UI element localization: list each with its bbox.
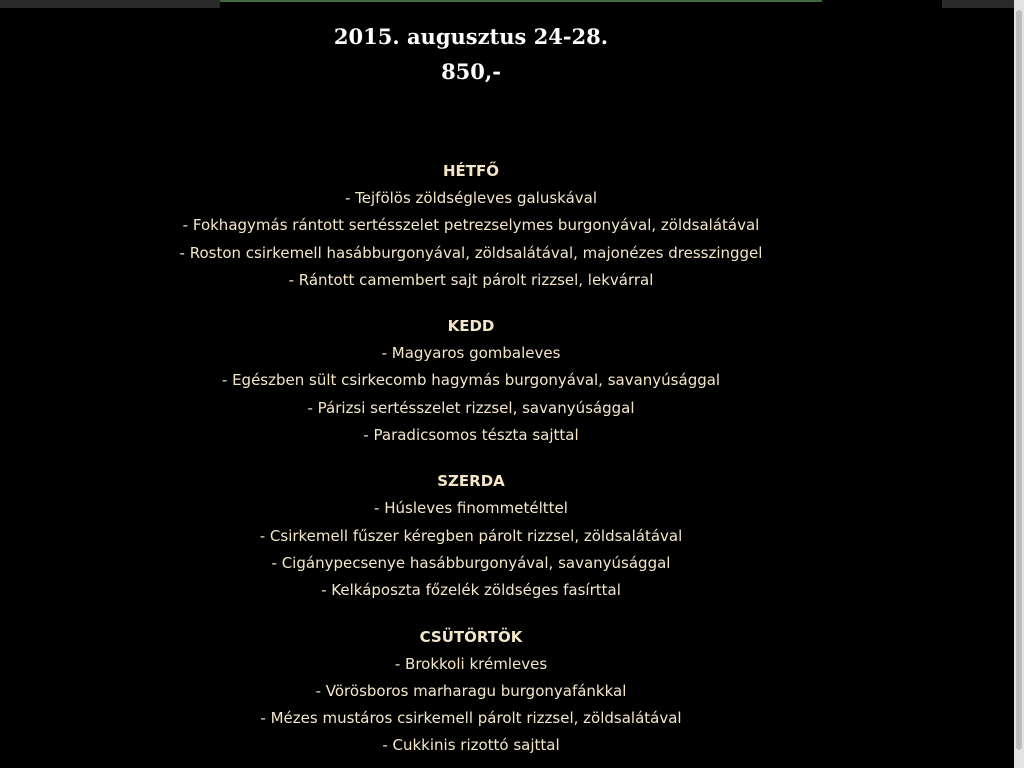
meal-item: - Húsleves finommetélttel	[374, 499, 568, 518]
top-strip-left	[0, 0, 220, 8]
meal-item: - Vörösboros marharagu burgonyafánkkal	[315, 681, 627, 700]
day-monday	[0, 158, 942, 294]
meal-item: - Rántott camembert sajt párolt rizzsel, lekvárral	[288, 270, 654, 289]
menu-days	[0, 158, 942, 768]
meal-item: - Fokhagymás rántott sertésszelet petrezselymes burgonyával, zöldsalátával	[182, 216, 760, 235]
day-wednesday	[0, 468, 942, 604]
top-strip-right	[942, 0, 1014, 8]
day-heading: KEDD	[447, 317, 495, 336]
meal-item: - Tejfölös zöldségleves galuskával	[344, 189, 598, 207]
menu-price: 850,-	[441, 59, 501, 84]
meal-item: - Egészben sült csirkecomb hagymás burgonyával, savanyúsággal	[221, 371, 721, 390]
top-border-line	[220, 0, 822, 2]
day-heading: HÉTFŐ	[442, 162, 500, 180]
menu-date: 2015. augusztus 24-28.	[333, 24, 609, 49]
meal-item: - Párizsi sertésszelet rizzsel, savanyúsággal	[307, 398, 635, 417]
day-tuesday	[0, 313, 942, 449]
day-thursday	[0, 624, 942, 760]
meal-item: - Cigánypecsenye hasábburgonyával, savanyúsággal	[271, 553, 671, 572]
meal-item: - Roston csirkemell hasábburgonyával, zöldsalátával, majonézes dresszinggel	[179, 243, 763, 262]
meal-item: - Mézes mustáros csirkemell párolt rizzsel, zöldsalátával	[260, 709, 682, 728]
day-heading: SZERDA	[437, 472, 505, 491]
meal-item: - Cukkinis rizottó sajttal	[382, 736, 560, 755]
meal-item: - Brokkoli krémleves	[394, 654, 548, 673]
meal-item: - Magyaros gombaleves	[381, 344, 561, 363]
meal-item: - Kelkáposzta főzelék zöldséges fasírttal	[321, 581, 621, 600]
day-heading: CSÜTÖRTÖK	[419, 627, 523, 646]
meal-item: - Csirkemell fűszer kéregben párolt rizzsel, zöldsalátával	[259, 526, 683, 545]
scrollbar-thumb[interactable]	[1016, 10, 1022, 750]
meal-item: - Paradicsomos tészta sajttal	[363, 426, 579, 445]
